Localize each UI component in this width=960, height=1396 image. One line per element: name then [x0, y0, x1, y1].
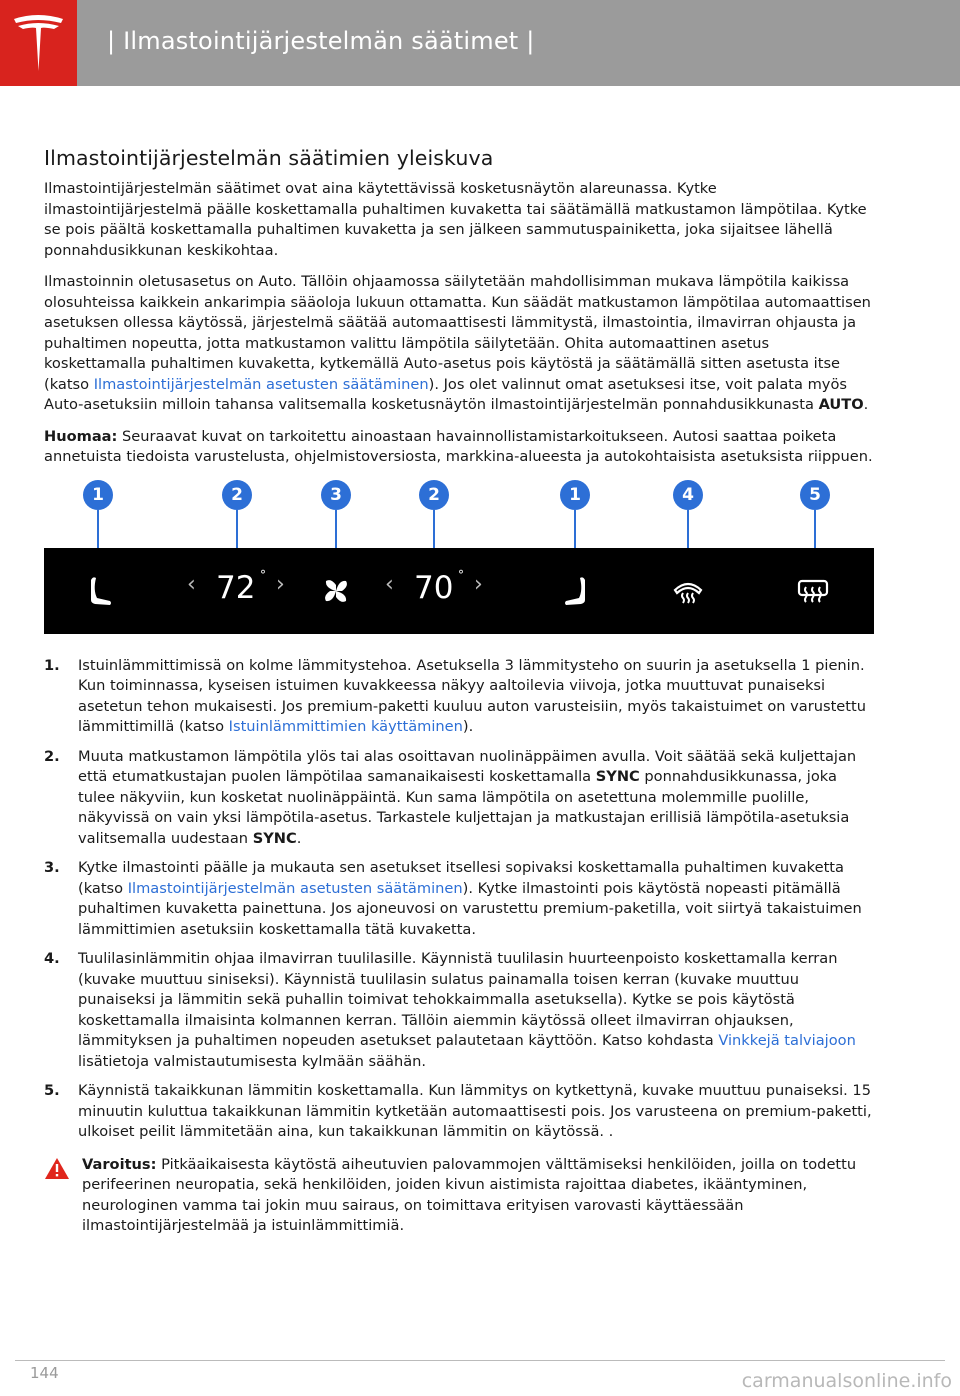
- climate-controls-figure: [44, 480, 874, 636]
- callout-line: [687, 510, 689, 548]
- passenger-seat-heater-icon[interactable]: [562, 574, 588, 608]
- page-number: 144: [30, 1364, 59, 1382]
- item-number: 4.: [44, 950, 60, 967]
- item-text: ). Kytke ilmastointi pois käytöstä nopeasti pitämällä puhaltimen kuvaketta painettuna. Jos ajoneuvosi on varustettu premium-paketilla, voit siirtyä takaistuimen lämmittimien asetuksiin koskettamalla tätä kuvaketta.: [78, 879, 862, 938]
- item-number: 3.: [44, 859, 60, 876]
- link-climate-settings[interactable]: Ilmastointijärjestelmän asetusten säätäminen: [93, 375, 429, 393]
- sync-label: SYNC: [595, 768, 640, 785]
- paragraph-intro: Ilmastointijärjestelmän säätimet ovat aina käytettävissä kosketusnäytön alareunassa. Kytke ilmastointijärjestelmä päälle koskettamalla puhaltimen kuvaketta tai säätämällä matkustamon lämpötilaa. Kytke se pois päältä koskettamalla puhaltimen kuvaketta ja sen jälkeen sammutuspainiketta, joka sijaitsee lähellä ponnahdusikkunan keskikohtaa.: [44, 180, 867, 259]
- item-number: 2.: [44, 747, 60, 765]
- note-label: Huomaa:: [44, 427, 118, 445]
- callout-line: [97, 510, 99, 548]
- warning-box: [44, 1155, 874, 1237]
- text-span: .: [863, 396, 869, 413]
- paragraph-auto: [44, 272, 874, 416]
- callout-badge: 5: [800, 480, 830, 510]
- item-text: Kytke ilmastointi päälle ja mukauta sen asetukset itsellesi sopivaksi koskettamalla puhaltimen kuvaketta (katso: [78, 859, 844, 897]
- footer-divider: [15, 1360, 945, 1361]
- degree-symbol: °: [458, 567, 464, 582]
- page-title: | Ilmastointijärjestelmän säätimet |: [107, 27, 535, 55]
- section-heading: Ilmastointijärjestelmän säätimien yleiskuva: [44, 146, 494, 170]
- callout-line: [574, 510, 576, 548]
- degree-symbol: °: [260, 567, 266, 582]
- callout-line: [335, 510, 337, 548]
- callout-badge: 4: [673, 480, 703, 510]
- item-text: Käynnistä takaikkunan lämmitin koskettamalla. Kun lämmitys on kytkettynä, kuvake muuttuu punaiseksi. 15 minuutin kuluttua takaikkunan lämmitin kytketään automaattisesti pois. Jos varusteena on premium-paketti, ulkoiset peilit lämmitetään aina, kun takaikkunan lämmitin on käytössä. .: [78, 1082, 872, 1140]
- callout-badge: 2: [419, 480, 449, 510]
- list-item: [44, 747, 874, 850]
- logo-box: [0, 0, 77, 86]
- sync-label: SYNC: [252, 829, 297, 847]
- callout-badge: 1: [83, 480, 113, 510]
- driver-temp-down-arrow[interactable]: ‹: [187, 571, 196, 597]
- warning-icon: [44, 1157, 70, 1180]
- text-span: Ilmastoinnin oletusasetus on Auto. Tällöin ohjaamossa säilytetään mahdollisimman mukava lämpötila kaikissa olosuhteissa kaikkein ankarimpia sääoloja lukuun ottamatta. Kun säädät matkustamon lämpötilaa automaattisen asetuksen ollessa käytössä, järjestelmä säätää automaattisesti lämmitystä, ilmastointia, ilmavirran ohjausta ja puhaltimen nopeutta, jotta matkustamon valittu lämpötila säilytetään. Ohita automaattinen asetus koskettamalla puhaltimen kuvaketta, kytkemällä Auto-asetus pois käytöstä ja säätämällä sitten asetusta itse (katso: [44, 273, 871, 393]
- item-text: lisätietoja valmistautumisesta kylmään säähän.: [78, 1052, 427, 1070]
- callout-badge: 2: [222, 480, 252, 510]
- paragraph-note: [44, 427, 874, 468]
- page-header: [0, 0, 960, 86]
- callout-line: [236, 510, 238, 548]
- auto-label: AUTO: [818, 396, 864, 413]
- item-text: ).: [462, 718, 474, 735]
- item-text: ponnahdusikkunassa, joka tulee näkyviin, kun kosketat nuolinäppäintä. Kun sama lämpötila on asetettuna molemmille puolille, näkyvissä on vain yksi lämpötila-asetus. Tarkastele kuljettajan ja matkustajan erillisiä lämpötila-asetuksia valitsemalla uudestaan: [78, 768, 850, 847]
- callout-line: [433, 510, 435, 548]
- list-item: [44, 656, 874, 738]
- list-item: [44, 1081, 874, 1143]
- list-item: [44, 949, 874, 1072]
- link-winter-tips[interactable]: Vinkkejä talviajoon: [718, 1032, 856, 1049]
- warning-text: Pitkäaikaisesta käytöstä aiheutuvien palovammojen välttämiseksi henkilöiden, joilla on todettu perifeerinen neuropatia, sekä henkilöiden, joiden kivun aistimista rajoittaa diabetes, ikääntyminen, neurologinen vamma tai jokin muu sairaus, on toimittava erityisen varovasti käyttäessään ilmastointijärjestelmää ja istuinlämmittimiä.: [82, 1155, 857, 1234]
- driver-temp-up-arrow[interactable]: ›: [276, 571, 285, 597]
- driver-temp-value: 72: [216, 569, 256, 606]
- front-defrost-icon[interactable]: [672, 578, 704, 604]
- callout-line: [814, 510, 816, 548]
- watermark: carmanualsonline.info: [741, 1370, 952, 1392]
- passenger-temp-value: 70: [414, 569, 454, 606]
- text-span: ). Jos olet valinnut omat asetuksesi itse, voit palata myös Auto-asetuksiin milloin tahansa valitsemalla kosketusnäytön ilmastointijärjestelmän ponnahdusikkunasta: [44, 375, 847, 413]
- passenger-temp-down-arrow[interactable]: ‹: [385, 571, 394, 597]
- callout-badge: 1: [560, 480, 590, 510]
- item-text: .: [296, 829, 302, 847]
- warning-label: Varoitus:: [82, 1155, 157, 1173]
- fan-icon[interactable]: [321, 576, 351, 606]
- item-text: Istuinlämmittimissä on kolme lämmitystehoa. Asetuksella 3 lämmitysteho on suurin ja asetuksella 1 pienin. Kun toiminnassa, kyseisen istuimen kuvakkeessa näkyy aaltoilevia viivoja, jotka muuttuvat punaiseksi asetetun tehon mukaisesti. Jos premium-paketti kuuluu auton varusteisiin, myös takaistuimet on varustettu lämmittimillä (katso: [78, 656, 866, 735]
- passenger-temp-up-arrow[interactable]: ›: [474, 571, 483, 597]
- climate-bar: [44, 548, 874, 634]
- list-item: [44, 858, 874, 940]
- note-text: Seuraavat kuvat on tarkoitettu ainoastaan havainnollistamistarkoitukseen. Autosi saattaa poiketa annetuista tiedoista varustelusta, ohjelmistoversiosta, markkina-alueesta ja autokohtaisista asetuksista riippuen.: [44, 427, 873, 465]
- callout-badge: 3: [321, 480, 351, 510]
- rear-defrost-icon[interactable]: [796, 578, 830, 604]
- item-text: Muuta matkustamon lämpötila ylös tai alas osoittavan nuolinäppäimen avulla. Voit säätää sekä kuljettajan että etumatkustajan puolen lämpötilaa samanaikaisesti koskettamalla: [78, 747, 857, 785]
- link-climate-settings[interactable]: Ilmastointijärjestelmän asetusten säätäminen: [127, 879, 463, 897]
- item-text: Tuulilasinlämmitin ohjaa ilmavirran tuulilasille. Käynnistä tuulilasin huurteenpoisto koskettamalla kerran (kuvake muuttuu siniseksi). Käynnistä tuulilasin sulatus painamalla toisen kerran (kuvake muuttuu punaiseksi ja lämmitin sekä puhallin toimivat tehokkaimmalla asetuksella). Kytke se pois käytöstä koskettamalla ilmaisinta kolmannen kerran. Tällöin aiemmin käytössä olleet ilmavirran ohjauksen, lämmityksen ja puhaltimen nopeuden asetukset palautetaan käyttöön. Katso kohdasta: [78, 950, 838, 1049]
- numbered-list: [44, 656, 874, 1143]
- driver-seat-heater-icon[interactable]: [88, 574, 114, 608]
- item-number: 1.: [44, 656, 60, 674]
- item-number: 5.: [44, 1082, 60, 1099]
- tesla-logo-icon: [12, 13, 65, 73]
- link-seat-heaters[interactable]: Istuinlämmittimien käyttäminen: [228, 718, 463, 735]
- main-content: [44, 146, 874, 1237]
